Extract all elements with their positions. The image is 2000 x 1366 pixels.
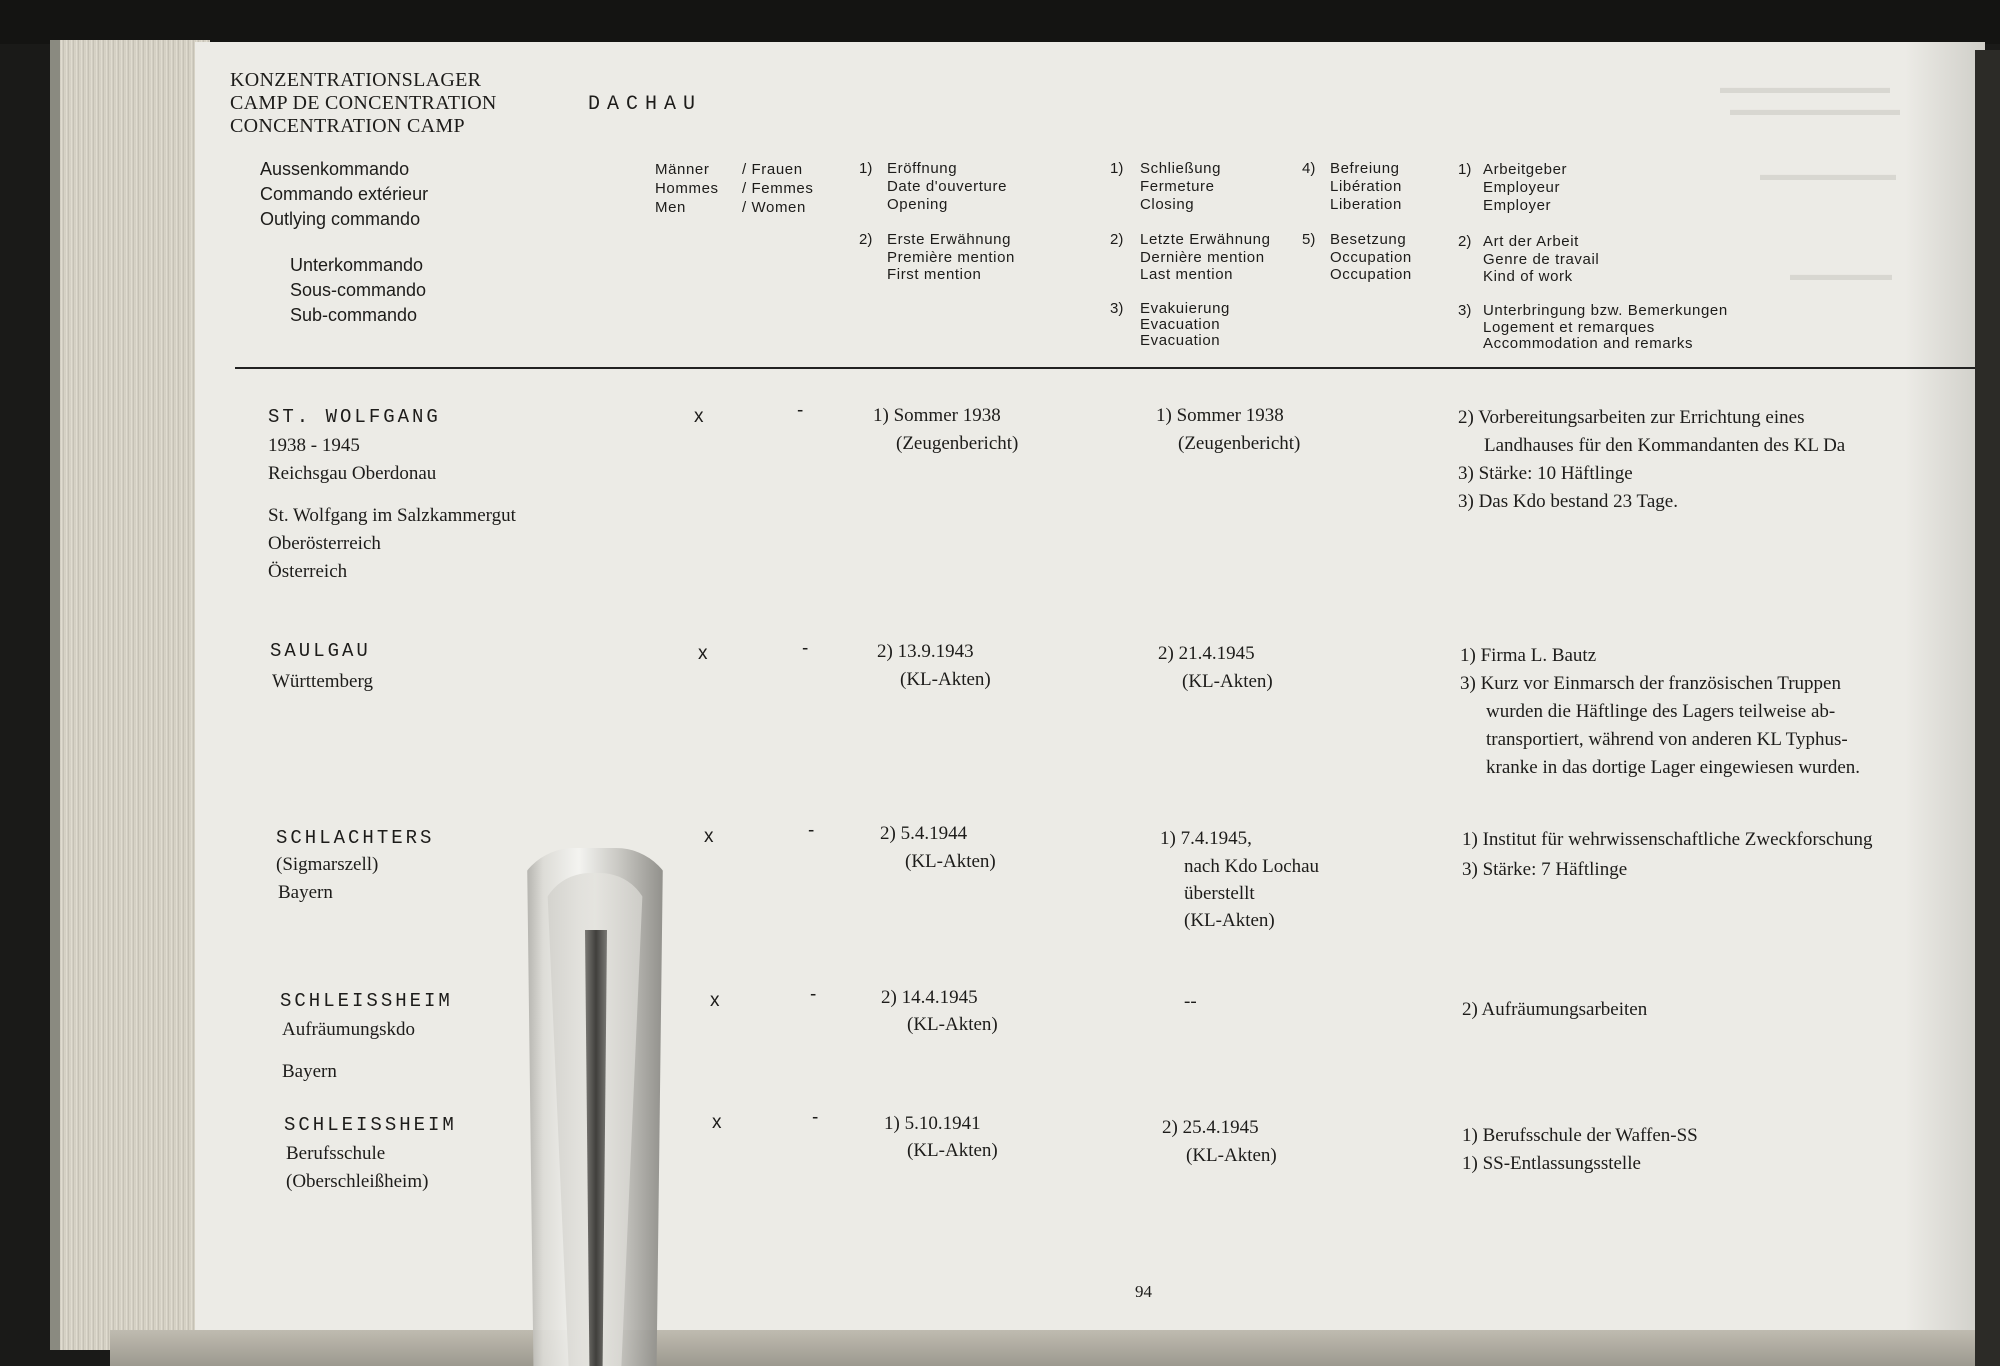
unterkommando-en: Sub-commando [290,305,418,325]
remark-line: wurden die Häftlinge des Lagers teilweise ab- [1486,701,1836,722]
closing-source: (KL-Akten) [1184,910,1275,931]
closing-date: -- [1184,991,1197,1012]
header-closing-de: Schließung [1140,160,1222,177]
header-remarks-de: Unterbringung bzw. Bemerkungen [1483,302,1728,319]
header-num: 2) [1110,231,1124,248]
entry-name: SCHLEISSHEIM [284,1114,457,1136]
camp-type-fr: CAMP DE CONCENTRATION [230,92,497,114]
show-through: ▬▬▬▬▬▬▬▬▬▬ [1730,100,1900,119]
women-mark: - [797,400,804,421]
last-mention-source: (KL-Akten) [1182,671,1273,692]
opening-date: 1) Sommer 1938 [873,405,1001,426]
remark-line: kranke in das dortige Lager eingewiesen wurden. [1486,757,1861,778]
header-men-en: Men [655,199,686,216]
kommando-de: Aussenkommando [260,159,410,179]
header-work-en: Kind of work [1483,268,1573,285]
remark-line: 1) Berufsschule der Waffen-SS [1462,1125,1698,1146]
closing-note: überstellt [1184,883,1255,904]
remark-line: 1) SS-Entlassungsstelle [1462,1153,1641,1174]
header-first-mention-en: First mention [887,266,982,283]
header-divider [235,367,1975,369]
entry-name: SCHLEISSHEIM [280,990,453,1012]
header-occupation-de: Besetzung [1330,231,1407,248]
show-through: ▬▬▬▬▬▬ [1790,265,1892,284]
header-employer-en: Employer [1483,197,1552,214]
header-opening-de: Eröffnung [887,160,958,177]
kommando-en: Outlying commando [260,209,421,229]
header-num: 2) [1458,233,1472,250]
header-last-mention-en: Last mention [1140,266,1234,283]
entry-location: Österreich [268,561,348,582]
closing-note: nach Kdo Lochau [1184,856,1320,877]
last-mention-source: (KL-Akten) [1186,1145,1277,1166]
women-mark: - [810,984,817,1005]
entry-location: 1938 - 1945 [268,435,360,456]
remark-line: 1) Institut für wehrwissenschaftliche Zweckforschung [1462,829,1873,850]
last-mention-date: 2) 25.4.1945 [1162,1117,1259,1138]
header-occupation-fr: Occupation [1330,249,1412,266]
entry-name: SCHLACHTERS [276,827,435,849]
header-num: 4) [1302,160,1316,177]
remark-line: Landhauses für den Kommandanten des KL Da [1484,435,1846,456]
header-men-de: Männer [655,161,710,178]
opening-source: (Zeugenbericht) [896,433,1019,454]
header-last-mention-de: Letzte Erwähnung [1140,231,1271,248]
header-evacuation-fr: Evacuation [1140,316,1221,333]
entry-location: Aufräumungskdo [282,1019,415,1040]
entry-location: Bayern [282,1061,337,1082]
header-men-fr: Hommes [655,180,719,197]
first-mention-source: (KL-Akten) [905,851,996,872]
header-first-mention-de: Erste Erwähnung [887,231,1012,248]
men-mark: x [704,826,714,847]
header-num: 3) [1458,302,1472,319]
first-mention-date: 2) 14.4.1945 [881,987,978,1008]
header-remarks-en: Accommodation and remarks [1483,335,1694,352]
entry-name: SAULGAU [270,640,371,662]
entry-location: Reichsgau Oberdonau [268,463,437,484]
header-liberation-de: Befreiung [1330,160,1400,177]
kommando-fr: Commando extérieur [260,184,429,204]
closing-date: 1) 7.4.1945, [1160,828,1252,849]
header-evacuation-de: Evakuierung [1140,300,1230,317]
entry-location: Berufsschule [286,1143,386,1164]
entry-location: (Sigmarszell) [276,854,379,875]
header-first-mention-fr: Première mention [887,249,1015,266]
header-women-de: / Frauen [742,161,803,178]
closing-date: 1) Sommer 1938 [1156,405,1284,426]
remark-line: 2) Vorbereitungsarbeiten zur Errichtung eines [1458,407,1805,428]
header-occupation-en: Occupation [1330,266,1412,283]
header-women-en: / Women [742,199,806,216]
remark-line: 2) Aufräumungsarbeiten [1462,999,1648,1020]
entry-location: Bayern [278,882,333,903]
header-num: 1) [1458,161,1472,178]
dark-background [0,0,2000,44]
women-mark: - [812,1107,819,1128]
page-number: 94 [1135,1282,1152,1301]
header-num: 1) [859,160,873,177]
remark-line: 3) Stärke: 10 Häftlinge [1458,463,1633,484]
remark-line: 3) Kurz vor Einmarsch der französischen Truppen [1460,673,1841,694]
closing-source: (Zeugenbericht) [1178,433,1301,454]
header-opening-fr: Date d'ouverture [887,178,1008,195]
camp-type-de: KONZENTRATIONSLAGER [230,69,482,91]
header-evacuation-en: Evacuation [1140,332,1221,349]
header-num: 1) [1110,160,1124,177]
remark-line: transportiert, während von anderen KL Typhus- [1486,729,1848,750]
header-women-fr: / Femmes [742,180,814,197]
header-closing-fr: Fermeture [1140,178,1215,195]
remark-line: 1) Firma L. Bautz [1460,645,1597,666]
opening-date: 1) 5.10.1941 [884,1113,981,1134]
first-mention-source: (KL-Akten) [900,669,991,690]
entry-name: ST. WOLFGANG [268,406,441,428]
opening-source: (KL-Akten) [907,1140,998,1161]
men-mark: x [698,643,708,664]
header-liberation-fr: Libération [1330,178,1402,195]
header-num: 5) [1302,231,1316,248]
page-bottom-edge [110,1330,2000,1366]
show-through: ▬▬▬▬▬▬▬▬ [1760,165,1896,184]
camp-type-en: CONCENTRATION CAMP [230,115,465,137]
remark-line: 3) Stärke: 7 Häftlinge [1462,859,1628,880]
header-employer-fr: Employeur [1483,179,1561,196]
unterkommando-fr: Sous-commando [290,280,427,300]
first-mention-date: 2) 13.9.1943 [877,641,974,662]
header-work-fr: Genre de travail [1483,251,1600,268]
header-num: 3) [1110,300,1124,317]
entry-location: Württemberg [272,671,373,692]
header-work-de: Art der Arbeit [1483,233,1579,250]
header-liberation-en: Liberation [1330,196,1402,213]
men-mark: x [712,1112,722,1133]
women-mark: - [802,638,809,659]
header-closing-en: Closing [1140,196,1195,213]
page-edges [50,40,210,1350]
entry-location: St. Wolfgang im Salzkammergut [268,505,516,526]
men-mark: x [694,406,704,427]
header-opening-en: Opening [887,196,948,213]
entry-location: (Oberschleißheim) [286,1171,429,1192]
men-mark: x [710,990,720,1011]
right-edge [1975,50,2000,1366]
show-through: ▬▬▬▬▬▬▬▬▬▬ [1720,78,1890,97]
women-mark: - [808,820,815,841]
unterkommando-de: Unterkommando [290,255,424,275]
first-mention-source: (KL-Akten) [907,1014,998,1035]
last-mention-date: 2) 21.4.1945 [1158,643,1255,664]
header-employer-de: Arbeitgeber [1483,161,1568,178]
first-mention-date: 2) 5.4.1944 [880,823,968,844]
entry-location: Oberösterreich [268,533,381,554]
remark-line: 3) Das Kdo bestand 23 Tage. [1458,491,1678,512]
camp-name: DACHAU [588,93,703,116]
header-last-mention-fr: Dernière mention [1140,249,1265,266]
header-remarks-fr: Logement et remarques [1483,319,1655,336]
header-num: 2) [859,231,873,248]
